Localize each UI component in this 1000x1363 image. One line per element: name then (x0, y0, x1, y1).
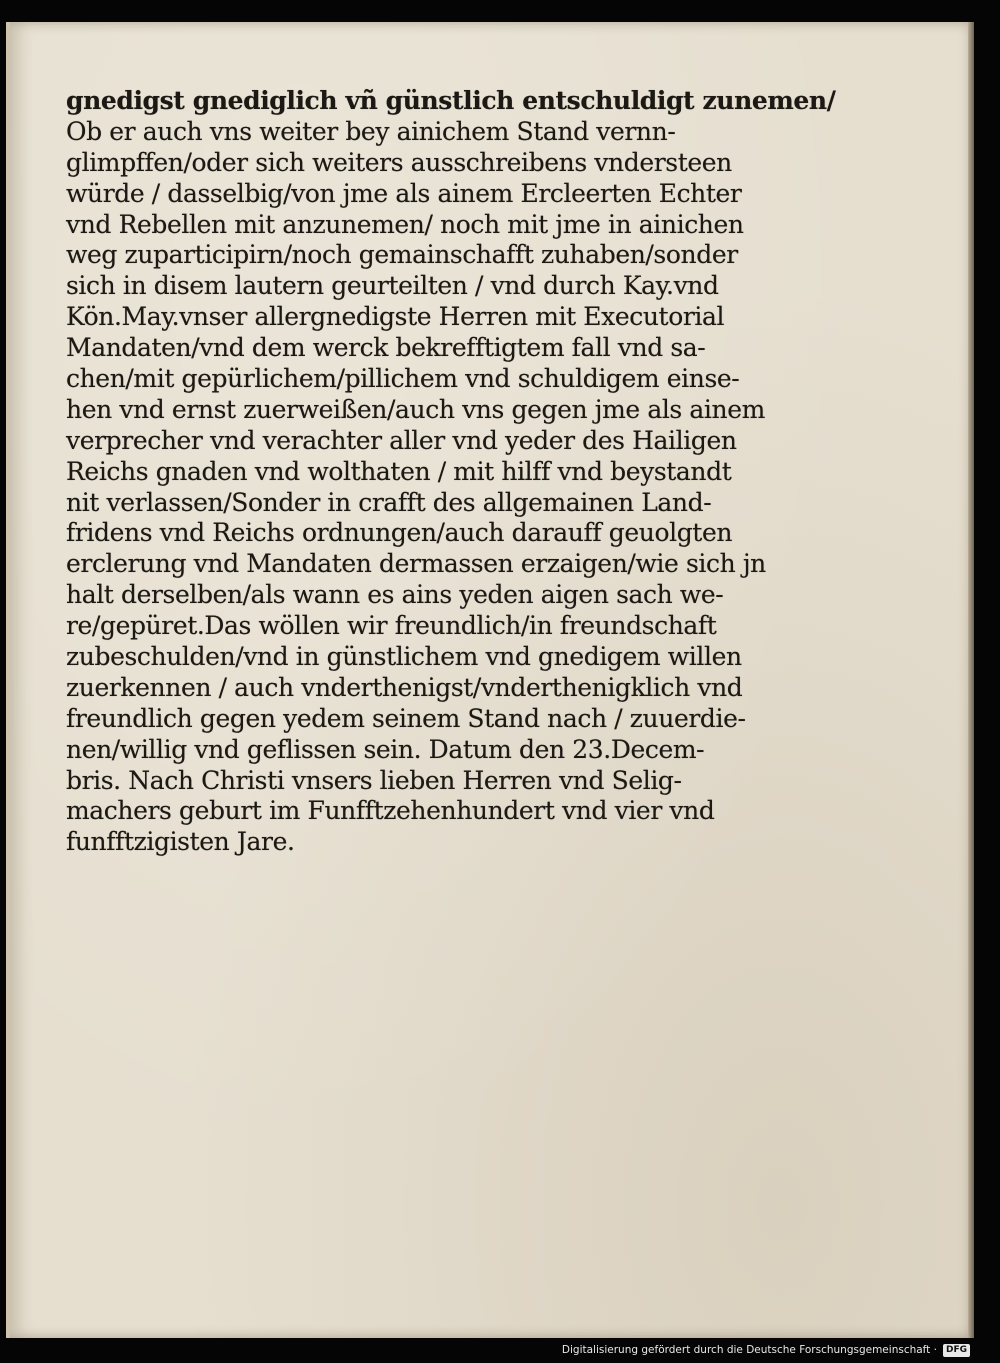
book-page (6, 22, 974, 1338)
text-line: nit verlassen/Sonder in crafft des allgemainen Land- (66, 487, 712, 517)
text-line: halt derselben/als wann es ains yeden aigen sach we- (66, 580, 724, 610)
text-line: fridens vnd Reichs ordnungen/auch darauff geuolgten (66, 518, 733, 548)
text-line: nen/willig vnd geflissen sein. Datum den 23.Decem- (66, 734, 705, 764)
text-line: sich in disem lautern geurteilten / vnd durch Kay.vnd (66, 271, 719, 301)
text-line: funfftzigisten Jare. (66, 827, 295, 857)
text-line: gnedigst gnediglich vñ günstlich entschuldigt zunemen/ (66, 86, 836, 115)
text-line: Mandaten/vnd dem werck bekrefftigtem fall vnd sa- (66, 333, 706, 363)
text-line: würde / dasselbig/von jme als ainem Ercleerten Echter (66, 178, 742, 208)
text-line: Reichs gnaden vnd wolthaten / mit hilff vnd beystandt (66, 456, 732, 486)
text-line: hen vnd ernst zuerweißen/auch vns gegen jme als ainem (66, 394, 765, 424)
digitization-footer (562, 1341, 970, 1359)
text-line: Ob er auch vns weiter bey ainichem Stand vernn- (66, 116, 676, 146)
text-line: weg zuparticipirn/noch gemainschafft zuhaben/sonder (66, 240, 738, 270)
text-line: machers geburt im Funfftzehenhundert vnd vier vnd (66, 796, 715, 826)
text-line: verprecher vnd verachter aller vnd yeder des Hailigen (66, 425, 737, 455)
text-line: freundlich gegen yedem seinem Stand nach / zuuerdie- (66, 703, 746, 733)
text-block (66, 86, 836, 858)
text-line: bris. Nach Christi vnsers lieben Herren vnd Selig- (66, 765, 682, 795)
text-line: Kön.May.vnser allergnedigste Herren mit Executorial (66, 302, 725, 332)
text-line: re/gepüret.Das wöllen wir freundlich/in freundschaft (66, 611, 717, 641)
page-edge (968, 22, 974, 1338)
text-line: vnd Rebellen mit anzunemen/ noch mit jme in ainichen (66, 209, 744, 239)
text-line: zuerkennen / auch vnderthenigst/vnderthenigklich vnd (66, 672, 743, 702)
footer-credit-text: Digitalisierung gefördert durch die Deutsche Forschungsgemeinschaft · (561, 1344, 937, 1356)
text-line: glimpffen/oder sich weiters ausschreibens vndersteen (66, 147, 732, 177)
text-line: erclerung vnd Mandaten dermassen erzaigen/wie sich jn (66, 549, 766, 579)
text-line: chen/mit gepürlichem/pillichem vnd schuldigem einse- (66, 364, 740, 394)
dfg-logo: DFG (943, 1344, 970, 1357)
text-line: zubeschulden/vnd in günstlichem vnd gnedigem willen (66, 642, 742, 672)
